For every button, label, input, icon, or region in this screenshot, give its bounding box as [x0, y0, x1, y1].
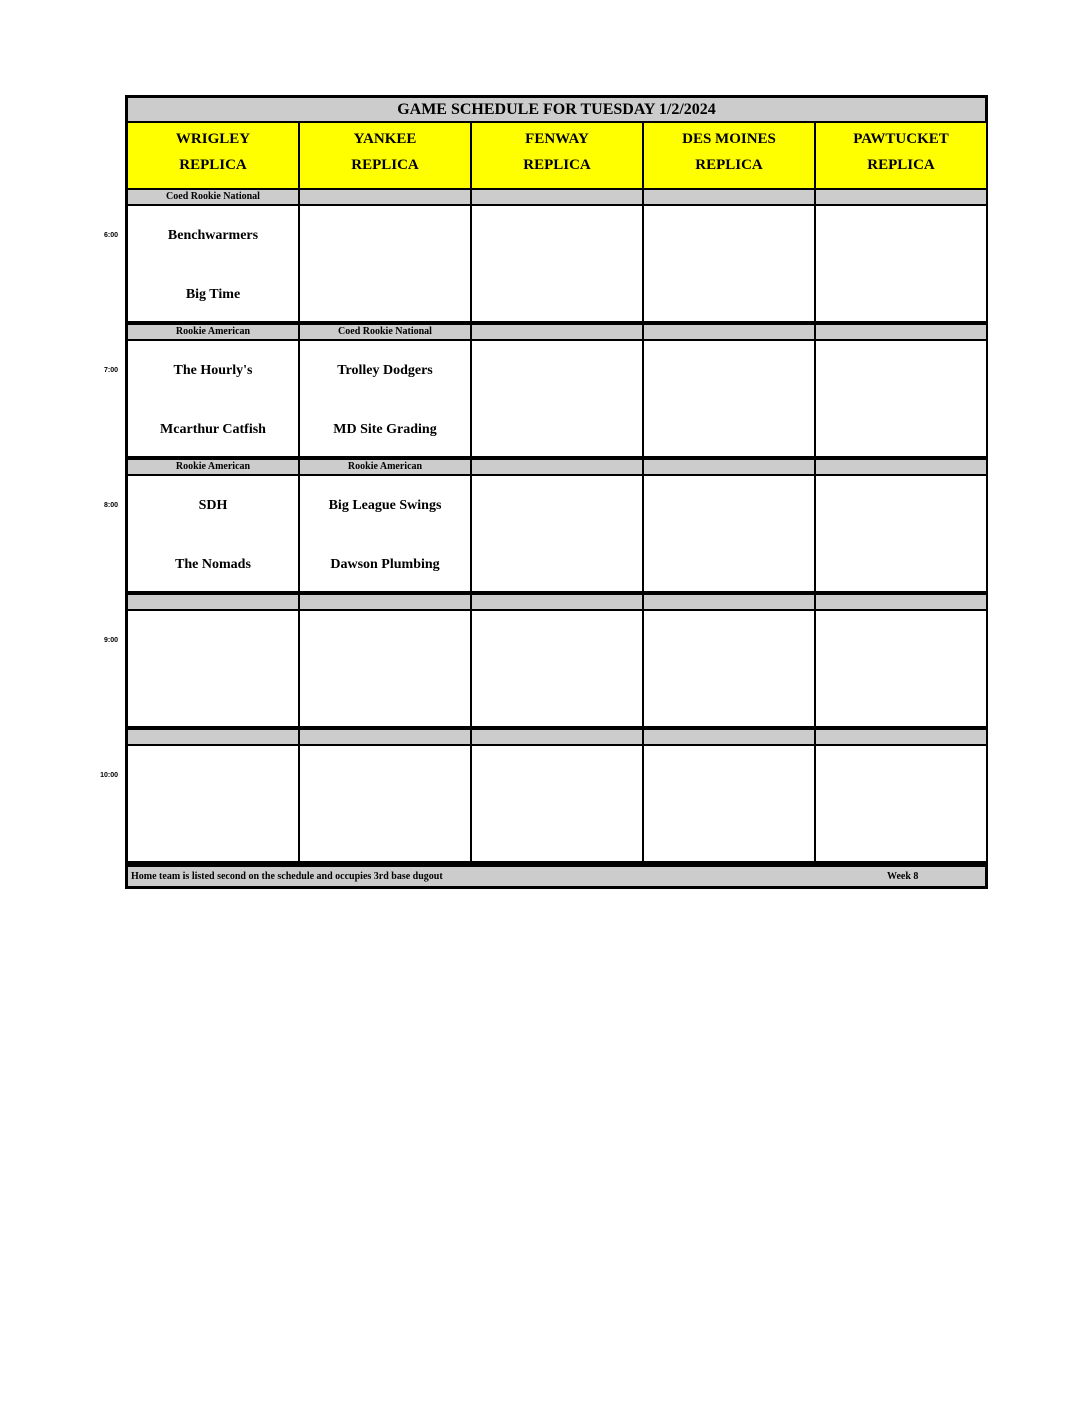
division-label: [300, 190, 470, 204]
game-cell: [128, 476, 298, 591]
division-label: [816, 190, 986, 204]
division-label: Rookie American: [128, 460, 298, 474]
game-cell: [816, 611, 986, 726]
game-cell: [644, 206, 814, 321]
division-label: [472, 730, 642, 744]
field-type: REPLICA: [179, 157, 247, 173]
schedule-table: [125, 95, 988, 889]
game-cell: [300, 746, 470, 861]
game-cell: [644, 611, 814, 726]
schedule-footer: [128, 867, 985, 886]
division-label: [816, 460, 986, 474]
field-type: REPLICA: [695, 157, 763, 173]
division-label: [644, 730, 814, 744]
game-cell: [300, 611, 470, 726]
division-label: [472, 325, 642, 339]
field-type: REPLICA: [523, 157, 591, 173]
field-name: PAWTUCKET: [853, 131, 949, 147]
field-name: YANKEE: [353, 131, 417, 147]
time-slot-label: 10:00: [100, 772, 118, 779]
division-label: [644, 190, 814, 204]
schedule-title: GAME SCHEDULE FOR TUESDAY 1/2/2024: [128, 98, 985, 121]
division-label: [816, 595, 986, 609]
away-team: Benchwarmers: [167, 228, 259, 243]
game-cell: [472, 476, 642, 591]
game-cell: [128, 341, 298, 456]
away-team: Trolley Dodgers: [337, 363, 433, 378]
division-label: [816, 325, 986, 339]
field-name: FENWAY: [525, 131, 589, 147]
division-label: Rookie American: [128, 325, 298, 339]
game-cell: [644, 476, 814, 591]
home-team: MD Site Grading: [333, 422, 437, 437]
field-header: [644, 123, 814, 188]
away-team: The Hourly's: [173, 363, 253, 378]
home-team: Dawson Plumbing: [330, 557, 440, 572]
field-header: [128, 123, 298, 188]
game-cell: [644, 341, 814, 456]
field-type: REPLICA: [351, 157, 419, 173]
division-label: [300, 730, 470, 744]
division-label: [644, 460, 814, 474]
game-cell: [816, 206, 986, 321]
game-cell: [472, 206, 642, 321]
away-team: SDH: [198, 498, 228, 513]
game-cell: [644, 746, 814, 861]
away-team: Big League Swings: [328, 498, 442, 513]
division-label: [644, 595, 814, 609]
time-slot-label: 6:00: [103, 232, 118, 239]
game-cell: [816, 476, 986, 591]
game-cell: [300, 341, 470, 456]
division-label: [128, 595, 298, 609]
time-slot-label: 8:00: [103, 502, 118, 509]
time-slot-label: 7:00: [103, 367, 118, 374]
game-cell: [128, 206, 298, 321]
field-name: WRIGLEY: [175, 131, 251, 147]
field-header: [472, 123, 642, 188]
home-team-note: Home team is listed second on the schedule and occupies 3rd base dugout: [131, 871, 443, 882]
game-cell: [816, 341, 986, 456]
division-label: [300, 595, 470, 609]
game-cell: [472, 611, 642, 726]
game-cell: [300, 206, 470, 321]
division-label: Coed Rookie National: [300, 325, 470, 339]
game-cell: [128, 611, 298, 726]
game-cell: [472, 341, 642, 456]
division-label: [472, 595, 642, 609]
week-label: Week 8: [887, 871, 919, 882]
game-cell: [128, 746, 298, 861]
home-team: Mcarthur Catfish: [160, 422, 266, 437]
field-name: DES MOINES: [682, 131, 776, 147]
field-type: REPLICA: [867, 157, 935, 173]
division-label: [128, 730, 298, 744]
division-label: [816, 730, 986, 744]
field-header: [300, 123, 470, 188]
division-label: Coed Rookie National: [128, 190, 298, 204]
division-label: [472, 460, 642, 474]
home-team: Big Time: [185, 287, 241, 302]
home-team: The Nomads: [175, 557, 251, 572]
game-cell: [472, 746, 642, 861]
division-label: [472, 190, 642, 204]
division-label: Rookie American: [300, 460, 470, 474]
time-slot-label: 9:00: [103, 637, 118, 644]
division-label: [644, 325, 814, 339]
game-cell: [300, 476, 470, 591]
game-cell: [816, 746, 986, 861]
field-header: [816, 123, 986, 188]
